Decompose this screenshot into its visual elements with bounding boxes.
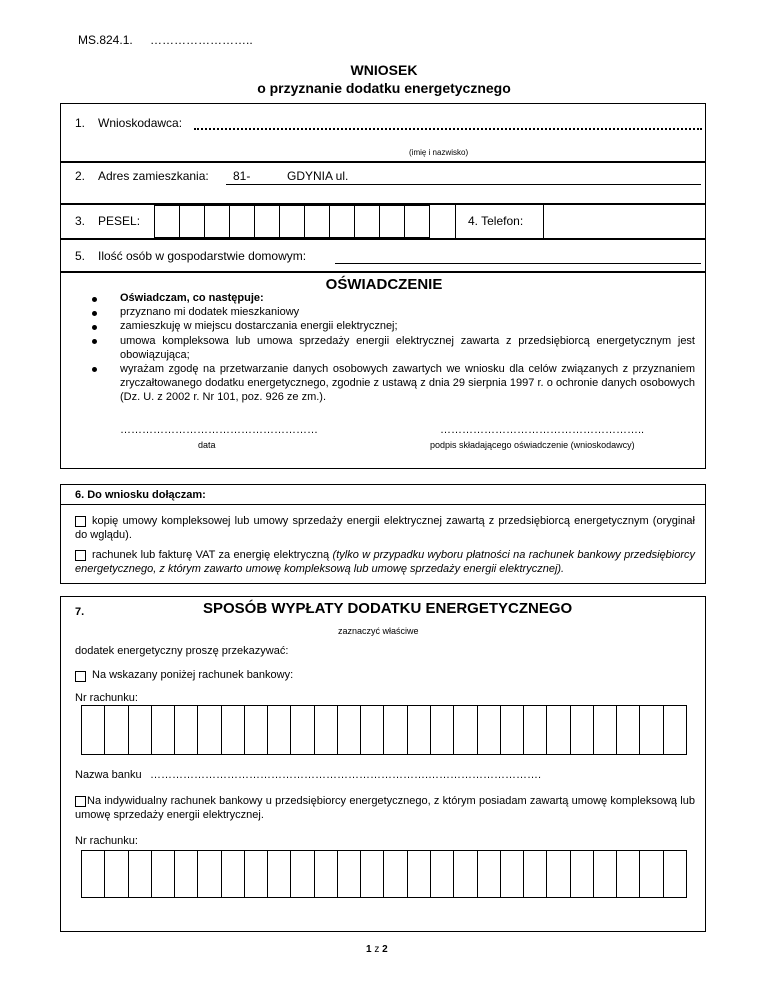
declaration-item: Oświadczam, co następuje: bbox=[120, 292, 264, 304]
bullet-icon bbox=[92, 325, 97, 330]
signature-field[interactable]: ……………………………………………….. bbox=[440, 424, 645, 436]
payout-bank-account-checkbox[interactable] bbox=[75, 671, 86, 682]
bullet-icon bbox=[92, 311, 97, 316]
bullet-icon bbox=[92, 339, 97, 344]
bullet-icon bbox=[92, 297, 97, 302]
household-count-field[interactable] bbox=[335, 263, 701, 264]
account-number-label-2: Nr rachunku: bbox=[75, 835, 138, 847]
declaration-item: przyznano mi dodatek mieszkaniowy bbox=[120, 306, 300, 318]
declaration-title: OŚWIADCZENIE bbox=[325, 276, 443, 293]
form-subtitle: o przyznanie dodatku energetycznego bbox=[257, 80, 511, 96]
bullet-icon bbox=[92, 367, 97, 372]
attachment-invoice-note: (tylko w przypadku wyboru płatności na rachunek bankowy przedsiębiorcy energetycznego, z którym zawarto umowę kompleksową lub umowę sprzedaży energii elektrycznej). bbox=[75, 549, 696, 575]
pesel-label: PESEL: bbox=[98, 214, 141, 228]
address-label: Adres zamieszkania: bbox=[98, 169, 209, 183]
phone-label: 4. Telefon: bbox=[468, 214, 524, 228]
payment-method-hint: zaznaczyć właściwe bbox=[338, 626, 419, 636]
attachment-invoice-text bbox=[75, 548, 695, 576]
document-ref-dots: …………………….. bbox=[150, 33, 253, 47]
date-label: data bbox=[198, 440, 216, 450]
section-7-number: 7. bbox=[75, 606, 85, 618]
applicant-section bbox=[60, 103, 706, 162]
page-current: 1 bbox=[366, 944, 372, 955]
bank-name-field[interactable]: ………………………………………………………………….…………………………. bbox=[150, 769, 542, 781]
payment-intro: dodatek energetyczny proszę przekazywać: bbox=[75, 645, 289, 657]
payout-energy-company-text: Na indywidualny rachunek bankowy u przedsiębiorcy energetycznego, z którym posiadam zawartą umowę kompleksową lub umowę sprzedaży energii elektrycznej. bbox=[75, 795, 695, 821]
page-number bbox=[366, 944, 388, 955]
phone-divider bbox=[455, 204, 456, 239]
declaration-item: zamieszkuję w miejscu dostarczania energii elektrycznej; bbox=[120, 320, 398, 332]
attachments-title-divider bbox=[60, 504, 706, 505]
declaration-item: umowa kompleksowa lub umowa sprzedaży energii elektrycznej zawarta z przedsiębiorcą energetycznym jest obowiązująca; bbox=[120, 335, 695, 361]
applicant-name-hint: (imię i nazwisko) bbox=[409, 148, 469, 157]
document-ref: MS.824.1. bbox=[78, 33, 133, 47]
section-5-number: 5. bbox=[75, 249, 86, 263]
payout-bank-account-label: Na wskazany poniżej rachunek bankowy: bbox=[92, 669, 294, 681]
bank-name-label: Nazwa banku bbox=[75, 769, 142, 781]
applicant-label: Wnioskodawca: bbox=[98, 116, 183, 130]
account-number-cells[interactable] bbox=[81, 705, 687, 755]
attachment-invoice-main-text: rachunek lub fakturę VAT za energię elektryczną bbox=[92, 549, 333, 561]
payment-method-title: SPOSÓB WYPŁATY DODATKU ENERGETYCZNEGO bbox=[203, 600, 573, 617]
address-field[interactable] bbox=[226, 184, 701, 185]
signature-label: podpis składającego oświadczenie (wnioskodawcy) bbox=[430, 440, 635, 450]
declaration-item: wyrażam zgodę na przetwarzanie danych osobowych zawartych we wniosku dla celów związanych z przyznaniem zryczałtowanego dodatku energetycznego, zgodnie z ustawą z dnia 29 sierpnia 1997 r. o ochronie danych osobowych (Dz. U. z 2002 r. Nr 101, poz. 926 ze zm.). bbox=[120, 363, 695, 403]
form-title: WNIOSEK bbox=[350, 62, 418, 78]
section-1-number: 1. bbox=[75, 116, 86, 130]
postal-code-prefix: 81- bbox=[233, 169, 251, 183]
household-label: Ilość osób w gospodarstwie domowym: bbox=[98, 249, 307, 263]
page-total: 2 bbox=[382, 944, 388, 955]
pesel-digit-cells[interactable] bbox=[154, 205, 430, 238]
phone-field[interactable] bbox=[544, 205, 705, 238]
attachment-contract-text: kopię umowy kompleksowej lub umowy sprzedaży energii elektrycznej zawartą z przedsiębiorcą energetycznym (oryginał do wglądu). bbox=[75, 515, 695, 541]
section-2-number: 2. bbox=[75, 169, 86, 183]
city-street-prefix: GDYNIA ul. bbox=[287, 169, 349, 183]
date-field[interactable]: ……………………………………………… bbox=[120, 424, 318, 436]
page-separator: z bbox=[374, 944, 380, 955]
applicant-name-field[interactable] bbox=[194, 128, 702, 130]
account-number-cells-2[interactable] bbox=[81, 850, 687, 898]
account-number-label: Nr rachunku: bbox=[75, 692, 138, 704]
section-3-number: 3. bbox=[75, 214, 86, 228]
attachments-title: 6. Do wniosku dołączam: bbox=[75, 489, 206, 501]
